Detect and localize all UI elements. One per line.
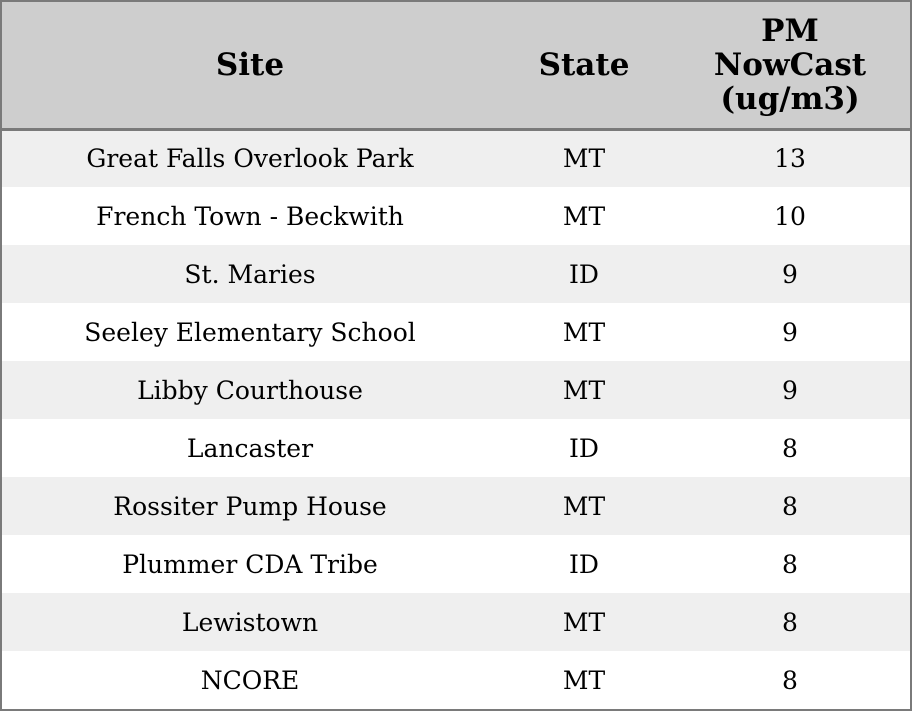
cell-site: Lewistown [181,607,319,637]
cell-site: Seeley Elementary School [84,317,416,347]
cell-state: MT [562,317,606,347]
cell-pm: 9 [782,317,798,347]
table-row [2,535,910,593]
cell-pm: 13 [774,144,806,174]
table-row [2,419,910,477]
cell-site: Lancaster [186,433,314,463]
cell-state: MT [562,375,606,405]
table-row [2,187,910,245]
cell-state: MT [562,201,606,231]
cell-pm: 9 [782,375,798,405]
header-pm-line3: (ug/m3) [720,80,860,117]
header-pm-line1: PM [761,12,819,49]
table-row [2,303,910,361]
table-row [2,245,910,303]
cell-pm: 10 [774,201,806,231]
cell-pm: 8 [782,607,798,637]
cell-site: NCORE [200,665,300,695]
cell-state: MT [562,607,606,637]
header-site: Site [2,2,498,129]
cell-state: ID [569,549,599,579]
cell-site: Libby Courthouse [137,375,363,405]
cell-pm: 8 [782,491,798,521]
cell-pm: 8 [782,433,798,463]
pm-nowcast-table [2,2,910,709]
table-row [2,651,910,709]
cell-state: MT [562,144,606,174]
cell-site: St. Maries [184,259,316,289]
table-header [2,2,910,129]
table-row [2,129,910,187]
cell-pm: 8 [782,665,798,695]
cell-site: Rossiter Pump House [113,491,387,521]
cell-state: ID [569,259,599,289]
cell-site: Great Falls Overlook Park [86,144,414,174]
header-row [2,2,910,129]
header-state: State [498,2,670,129]
cell-state: MT [562,491,606,521]
table-body [2,129,910,709]
table-row [2,361,910,419]
header-pm-line2: NowCast [713,46,867,83]
table-row [2,593,910,651]
cell-pm: 9 [782,259,798,289]
cell-state: ID [569,433,599,463]
cell-pm: 8 [782,549,798,579]
cell-site: French Town - Beckwith [96,201,404,231]
table-row [2,477,910,535]
cell-site: Plummer CDA Tribe [122,549,378,579]
header-pm-nowcast [670,2,910,129]
cell-state: MT [562,665,606,695]
